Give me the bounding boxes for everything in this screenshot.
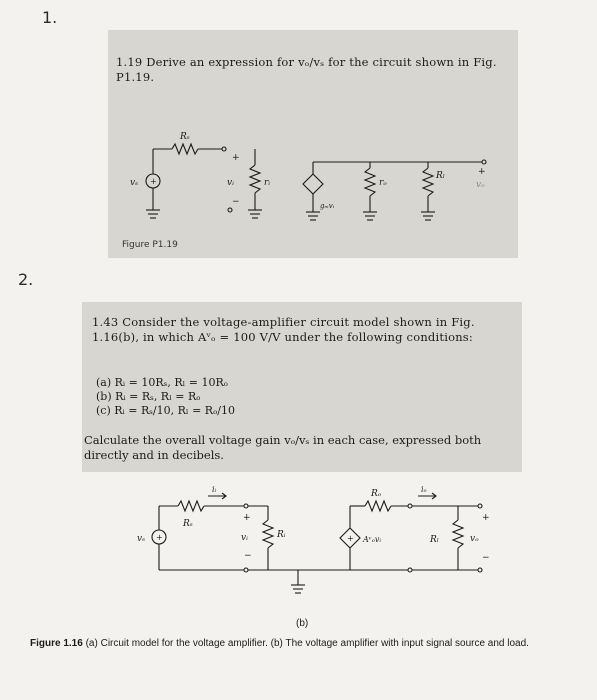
figure-1-16-caption <box>30 638 585 650</box>
p2-label-vi-plus: + <box>243 513 251 523</box>
problem-2-calculate: Calculate the overall voltage gain vₒ/vₛ in each case, expressed both directly and in decibels. <box>84 433 482 462</box>
p2-label-ro: Rₒ <box>371 489 382 499</box>
condition-a: (a) Rᵢ = 10Rₛ, Rₗ = 10Rₒ <box>96 376 228 389</box>
p1-label-vi-plus: + <box>232 153 240 163</box>
figure-1-16b-label: (b) <box>296 618 309 629</box>
p2-label-io: iₒ <box>421 485 427 494</box>
p2-label-rl: Rₗ <box>430 535 439 545</box>
p1-label-vo-plus: + <box>478 167 486 177</box>
p2-label-dep-plus: + <box>347 534 354 543</box>
p1-label-vo: vₒ <box>476 180 485 190</box>
p2-label-ii: iᵢ <box>212 485 217 494</box>
p1-label-source: vₛ <box>130 178 139 188</box>
caption-text: (a) Circuit model for the voltage amplifier. (b) The voltage amplifier with input signal source and load. <box>82 638 529 649</box>
p1-label-gm: gₘvᵢ <box>320 202 335 210</box>
p1-label-ri: rᵢ <box>264 178 271 188</box>
problem-number-1: 1. <box>42 8 58 27</box>
p2-label-ri: Rᵢ <box>277 530 286 540</box>
problem-number-2: 2. <box>18 270 34 289</box>
p2-label-avo: Aᵛₒvᵢ <box>363 535 381 544</box>
condition-c: (c) Rᵢ = Rₛ/10, Rₗ = Rₒ/10 <box>96 404 236 417</box>
p2-label-rs: Rₛ <box>183 519 193 529</box>
condition-b: (b) Rᵢ = Rₛ, Rₗ = Rₒ <box>96 390 201 403</box>
p1-label-rs: Rₛ <box>180 132 190 142</box>
p2-label-vo-minus: − <box>482 553 490 563</box>
p1-label-vi: vᵢ <box>227 178 234 188</box>
p2-label-vi: vᵢ <box>241 533 248 543</box>
p1-label-rl: Rₗ <box>436 171 445 181</box>
problem-1-question: 1.19 Derive an expression for vₒ/vₛ for the circuit shown in Fig. P1.19. <box>116 55 497 84</box>
p2-label-source: vₛ <box>137 534 146 544</box>
p2-label-vo: vₒ <box>470 534 479 544</box>
p2-label-vo-plus: + <box>482 513 490 523</box>
p1-label-source-plus: + <box>150 177 157 186</box>
p1-label-ro: rₒ <box>379 178 387 188</box>
figure-p1-19-label: Figure P1.19 <box>122 240 178 250</box>
p2-label-vi-minus: − <box>244 551 252 561</box>
problem-2-question: 1.43 Consider the voltage-amplifier circuit model shown in Fig. 1.16(b), in which Aᵛₒ = 100 V/V under the following conditions: <box>92 315 475 344</box>
caption-title: Figure 1.16 <box>30 638 83 649</box>
p1-label-vi-minus: − <box>232 197 240 207</box>
p2-label-source-plus: + <box>156 533 163 542</box>
